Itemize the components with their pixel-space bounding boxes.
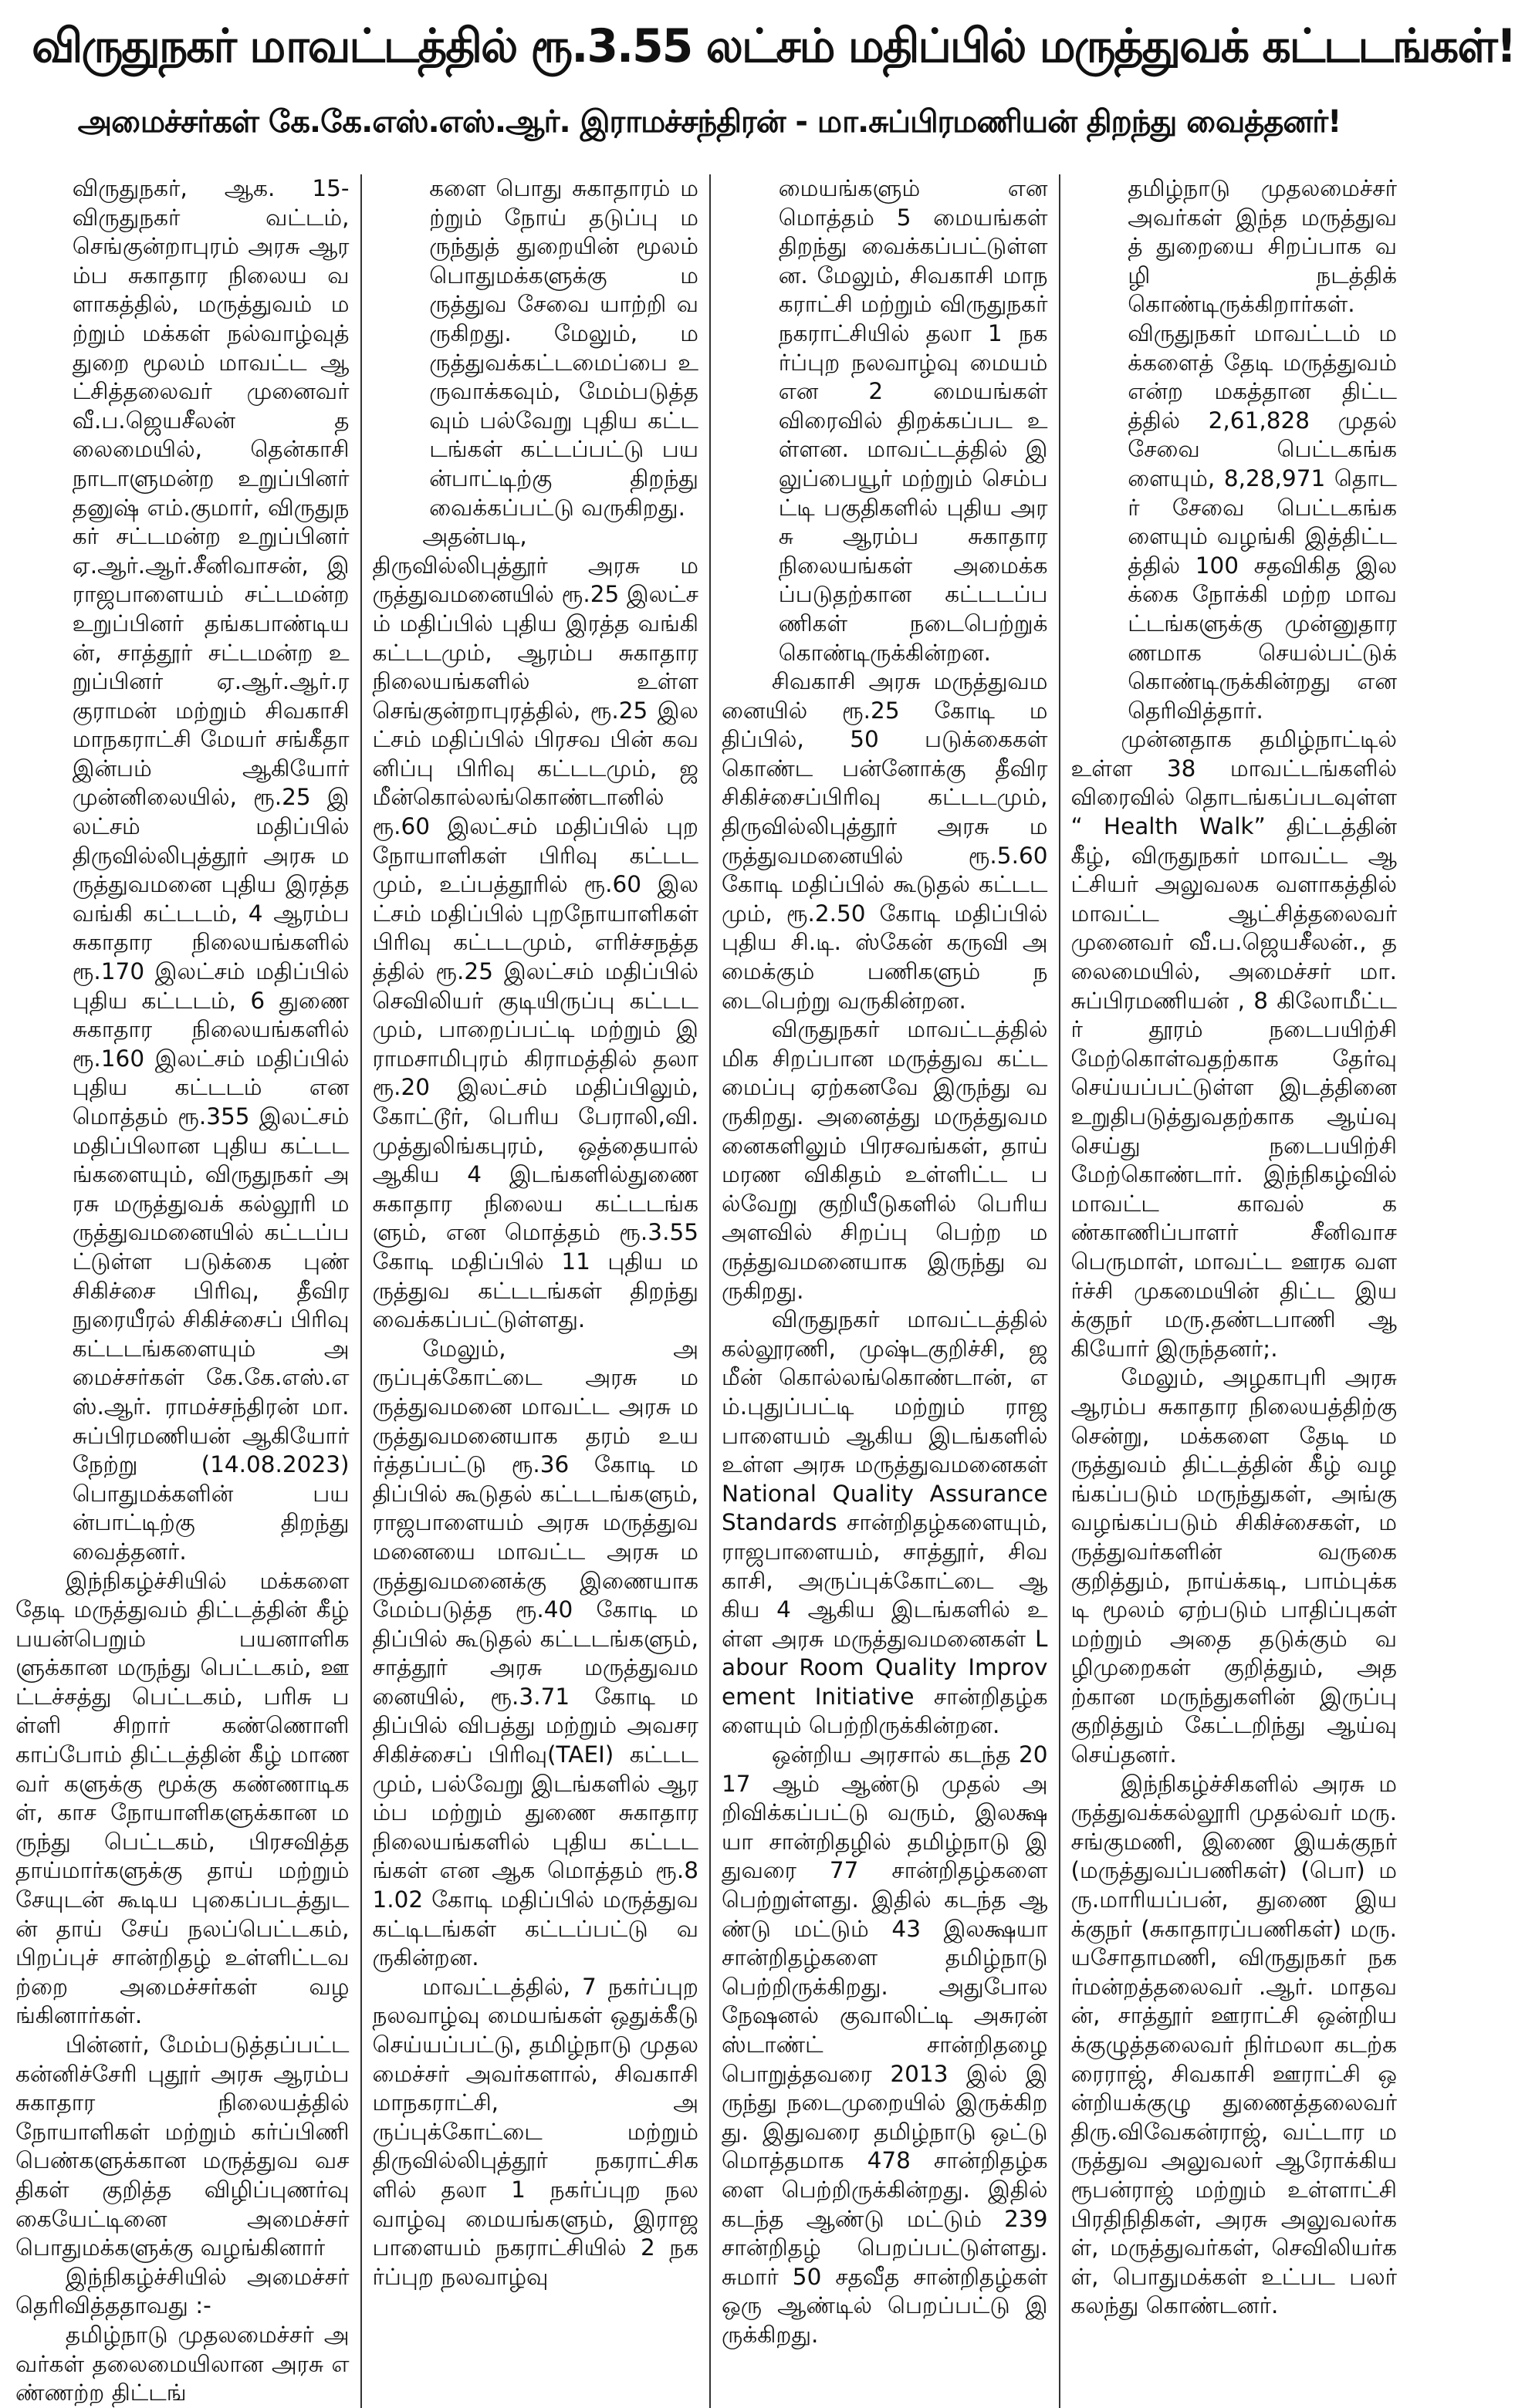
paragraph: இந்நிகழ்ச்சியில் அமைச்சர் தெரிவித்ததாவது :- (15, 2263, 350, 2319)
paragraph: இந்நிகழ்ச்சிகளில் அரசு மருத்துவக்கல்லூரி முதல்வர் மரு.சங்குமணி, இணை இயக்குநர் (மருத்துவப்பணிகள்) (பொ) மரு.மாரியப்பன், துணை இயக்குநர் (சுகாதாரப்பணிகள்) மரு. யசோதாமணி, விருதுநகர் நகர்மன்றத்தலைவர் .ஆர். மாதவன், சாத்தூர் ஊராட்சி ஒன்றியக்குழுத்தலைவர் நிர்மலா கடற்கரைராஜ், சிவகாசி ஊராட்சி ஒன்றியக்குழு துணைத்தலைவர் திரு.விவேகன்ராஜ், வட்டார மருத்துவ அலுவலர் ஆரோக்கிய ரூபன்ராஜ் மற்றும் உள்ளாட்சி பிரதிநிதிகள், அரசு அலுவலர்கள், மருத்துவர்கள், செவிலியர்கள், பொதுமக்கள் உட்பட பலர் கலந்து கொண்டனர். (1070, 1770, 1397, 2319)
paragraph: விருதுநகர் மாவட்டத்தில் மிக சிறப்பான மருத்துவ கட்டமைப்பு ஏற்கனவே இருந்து வருகிறது. அனைத்து மருத்துவமனைகளிலும் பிரசவங்கள், தாய் மரண விகிதம் உள்ளிட்ட பல்வேறு குறியீடுகளில் பெரிய அளவில் சிறப்பு பெற்ற மருத்துவமனையாக இருந்து வருகிறது. (722, 1016, 1048, 1304)
paragraph: முன்னதாக தமிழ்நாட்டில் உள்ள 38 மாவட்டங்களில் விரைவில் தொடங்கப்படவுள்ள “ Health Walk” திட்டத்தின் கீழ், விருதுநகர் மாவட்ட ஆட்சியர் அலுவலக வளாகத்தில் மாவட்ட ஆட்சித்தலைவர் முனைவர் வீ.ப.ஜெயசீலன்., தலைமையில், அமைச்சர் மா.சுப்பிரமணியன் , 8 கிலோமீட்டர் தூரம் நடைபயிற்சி மேற்கொள்வதற்காக தேர்வு செய்யப்பட்டுள்ள இடத்தினை உறுதிபடுத்துவதற்காக ஆய்வு செய்து நடைபயிற்சி மேற்கொண்டார். இந்நிகழ்வில் மாவட்ட காவல் கண்காணிப்பாளர் சீனிவாச பெருமாள், மாவட்ட ஊரக வளர்ச்சி முகமையின் திட்ட இயக்குநர் மரு.தண்டபாணி ஆகியோர் இருந்தனர்;. (1070, 726, 1397, 1362)
article-column-4 (1059, 174, 1408, 2408)
paragraph: அதன்படி, திருவில்லிபுத்தூர் அரசு மருத்துவமனையில் ரூ.25 இலட்சம் மதிப்பில் புதிய இரத்த வங்கி கட்டடமும், ஆரம்ப சுகாதார நிலையங்களில் உள்ள செங்குன்றாபுரத்தில், ரூ.25 இலட்சம் மதிப்பில் பிரசவ பின் கவனிப்பு பிரிவு கட்டடமும், ஜமீன்கொல்லங்கொண்டானில் ரூ.60 இலட்சம் மதிப்பில் புறநோயாளிகள் பிரிவு கட்டடமும், உப்பத்தூரில் ரூ.60 இலட்சம் மதிப்பில் புறநோயாளிகள் பிரிவு கட்டடமும், எரிச்சநத்தத்தில் ரூ.25 இலட்சம் மதிப்பில் செவிலியர் குடியிருப்பு கட்டடமும், பாறைப்பட்டி மற்றும் இராமசாமிபுரம் கிராமத்தில் தலா ரூ.20 இலட்சம் மதிப்பிலும், கோட்டூர், பெரிய பேராலி,வி.முத்துலிங்கபுரம், ஒத்தையால் ஆகிய 4 இடங்களில்துணை சுகாதார நிலைய கட்டடங்களும், என மொத்தம் ரூ.3.55 கோடி மதிப்பில் 11 புதிய மருத்துவ கட்டடங்கள் திறந்து வைக்கப்பட்டுள்ளது. (372, 523, 698, 1333)
paragraph: தமிழ்நாடு முதலமைச்சர் அவர்கள் தலைமையிலான அரசு எண்ணற்ற திட்டங் (15, 2321, 350, 2406)
paragraph: மாவட்டத்தில், 7 நகர்ப்புற நலவாழ்வு மையங்கள் ஒதுக்கீடு செய்யப்பட்டு, தமிழ்நாடு முதலமைச்சர் அவர்களால், சிவகாசி மாநகராட்சி, அருப்புக்கோட்டை மற்றும் திருவில்லிபுத்தூர் நகராட்சிகளில் தலா 1 நகர்ப்புற நலவாழ்வு மையங்களும், இராஜபாளையம் நகராட்சியில் 2 நகர்ப்புற நலவாழ்வு (372, 1973, 698, 2290)
paragraph: மையங்களும் என மொத்தம் 5 மையங்கள் திறந்து வைக்கப்பட்டுள்ளன. மேலும், சிவகாசி மாநகராட்சி மற்றும் விருதுநகர் நகராட்சியில் தலா 1 நகர்ப்புற நலவாழ்வு மையம் என 2 மையங்கள் விரைவில் திறக்கப்பட உள்ளன. மாவட்டத்தில் இலுப்பையூர் மற்றும் செம்பட்டி பகுதிகளில் புதிய அரசு ஆரம்ப சுகாதார நிலையங்கள் அமைக்கப்படுதற்கான கட்டடப்பணிகள் நடைபெற்றுக் கொண்டிருக்கின்றன. (778, 175, 1048, 666)
paragraph: விருதுநகர், ஆக. 15- விருதுநகர் வட்டம், செங்குன்றாபுரம் அரசு ஆரம்ப சுகாதார நிலைய வளாகத்தில், மருத்துவம் மற்றும் மக்கள் நல்வாழ்வுத் துறை மூலம் மாவட்ட ஆட்சித்தலைவர் முனைவர் வீ.ப.ஜெயசீலன் தலைமையில், தென்காசி நாடாளுமன்ற உறுப்பினர் தனுஷ் எம்.குமார், விருதுநகர் சட்டமன்ற உறுப்பினர் ஏ.ஆர்.ஆர்.சீனிவாசன், இராஜபாளையம் சட்டமன்ற உறுப்பினர் தங்கபாண்டியன், சாத்தூர் சட்டமன்ற உறுப்பினர் ஏ.ஆர்.ஆர்.ரகுராமன் மற்றும் சிவகாசி மாநகராட்சி மேயர் சங்கீதா இன்பம் ஆகியோர் முன்னிலையில், ரூ.25 இலட்சம் மதிப்பில் திருவில்லிபுத்தூர் அரசு மருத்துவமனை புதிய இரத்த வங்கி கட்டடம், 4 ஆரம்ப சுகாதார நிலையங்களில் ரூ.170 இலட்சம் மதிப்பில் புதிய கட்டடம், 6 துணை சுகாதார நிலையங்களில் ரூ.160 இலட்சம் மதிப்பில் புதிய கட்டடம் என மொத்தம் ரூ.355 இலட்சம் மதிப்பிலான புதிய கட்டடங்களையும், விருதுநகர் அரசு மருத்துவக் கல்லூரி மருத்துவமனையில் கட்டப்பட்டுள்ள படுக்கை புண் சிகிச்சை பிரிவு, தீவிர நுரையீரல் சிகிச்சைப் பிரிவு கட்டடங்களையும் அமைச்சர்கள் கே.கே.எஸ்.எஸ்.ஆர். ராமச்சந்திரன் மா.சுப்பிரமணியன் ஆகியோர் நேற்று (14.08.2023) பொதுமக்களின் பயன்பாட்டிற்கு திறந்து வைத்தனர். (72, 175, 350, 1565)
paragraph: ஒன்றிய அரசால் கடந்த 2017 ஆம் ஆண்டு முதல் அறிவிக்கப்பட்டு வரும், இலக்ஷயா சான்றிதழில் தமிழ்நாடு இதுவரை 77 சான்றிதழ்களை பெற்றுள்ளது. இதில் கடந்த ஆண்டு மட்டும் 43 இலக்ஷயா சான்றிதழ்களை தமிழ்நாடு பெற்றிருக்கிறது. அதுபோல நேஷனல் குவாலிட்டி அசுரன் ஸ்டாண்ட் சான்றிதழை பொறுத்தவரை 2013 இல் இருந்து நடைமுறையில் இருக்கிறது. இதுவரை தமிழ்நாடு ஒட்டு மொத்தமாக 478 சான்றிதழ்களை பெற்றிருக்கின்றது. இதில் கடந்த ஆண்டு மட்டும் 239 சான்றிதழ் பெறப்பட்டுள்ளது. சுமார் 50 சதவீத சான்றிதழ்கள் ஒரு ஆண்டில் பெறப்பட்டு இருக்கிறது. (722, 1741, 1048, 2348)
article-column-3 (709, 174, 1059, 2408)
paragraph: மேலும், அருப்புக்கோட்டை அரசு மருத்துவமனை மாவட்ட அரசு மருத்துவமனையாக தரம் உயர்த்தப்பட்டு ரூ.36 கோடி மதிப்பில் கூடுதல் கட்டடங்களும், ராஜபாளையம் அரசு மருத்துவமனையை மாவட்ட அரசு மருத்துவமனைக்கு இணையாக மேம்படுத்த ரூ.40 கோடி மதிப்பில் கூடுதல் கட்டடங்களும், சாத்தூர் அரசு மருத்துவமனையில், ரூ.3.71 கோடி மதிப்பில் விபத்து மற்றும் அவசர சிகிச்சைப் பிரிவு(TAEI) கட்டடமும், பல்வேறு இடங்களில் ஆரம்ப மற்றும் துணை சுகாதார நிலையங்களில் புதிய கட்டடங்கள் என ஆக மொத்தம் ரூ.81.02 கோடி மதிப்பில் மருத்துவ கட்டிடங்கள் கட்டப்பட்டு வருகின்றன. (372, 1335, 698, 1971)
headline: விருதுநகர் மாவட்டத்தில் ரூ.3.55 லட்சம் மதிப்பில் மருத்துவக் கட்டடங்கள்! (32, 19, 1515, 73)
article-column-2 (360, 174, 710, 2408)
paragraph: களை பொது சுகாதாரம் மற்றும் நோய் தடுப்பு மருந்துத் துறையின் மூலம் பொதுமக்களுக்கு மருத்துவ சேவை யாற்றி வருகிறது. மேலும், மருத்துவக்கட்டமைப்பை உருவாக்கவும், மேம்படுத்தவும் பல்வேறு புதிய கட்டடங்கள் கட்டப்பட்டு பயன்பாட்டிற்கு திறந்து வைக்கப்பட்டு வருகிறது. (429, 175, 698, 521)
paragraph: பின்னர், மேம்படுத்தப்பட்ட கன்னிச்சேரி புதூர் அரசு ஆரம்ப சுகாதார நிலையத்தில் நோயாளிகள் மற்றும் கர்ப்பிணி பெண்களுக்கான மருத்துவ வசதிகள் குறித்த விழிப்புணர்வு கையேட்டினை அமைச்சர் பொதுமக்களுக்கு வழங்கினார் (15, 2031, 350, 2261)
paragraph: தமிழ்நாடு முதலமைச்சர் அவர்கள் இந்த மருத்துவத் துறையை சிறப்பாக வழி நடத்திக் கொண்டிருக்கிறார்கள். விருதுநகர் மாவட்டம் மக்களைத் தேடி மருத்துவம் என்ற மகத்தான திட்டத்தில் 2,61,828 முதல் சேவை பெட்டகங்களையும், 8,28,971 தொடர் சேவை பெட்டகங்களையும் வழங்கி இத்திட்டத்தில் 100 சதவிகித இலக்கை நோக்கி மற்ற மாவட்டங்களுக்கு முன்னுதாரணமாக செயல்பட்டுக் கொண்டிருக்கின்றது என தெரிவித்தார். (1128, 175, 1397, 724)
article-body (11, 174, 1408, 2406)
paragraph: இந்நிகழ்ச்சியில் மக்களை தேடி மருத்துவம் திட்டத்தின் கீழ் பயன்பெறும் பயனாளிகளுக்கான மருந்து பெட்டகம், ஊட்டச்சத்து பெட்டகம், பரிசு பள்ளி சிறார் கண்ணொளி காப்போம் திட்டத்தின் கீழ் மாணவர் களுக்கு மூக்கு கண்ணாடிகள், காச நோயாளிகளுக்கான மருந்து பெட்டகம், பிரசவித்த தாய்மார்களுக்கு தாய் மற்றும் சேயுடன் கூடிய புகைப்படத்துடன் தாய் சேய் நலப்பெட்டகம், பிறப்புச் சான்றிதழ் உள்ளிட்டவற்றை அமைச்சர்கள் வழங்கினார்கள். (15, 1567, 350, 2029)
paragraph: விருதுநகர் மாவட்டத்தில் கல்லூரணி, முஷ்டகுறிச்சி, ஜமீன் கொல்லங்கொண்டான், எம்.புதுப்பட்டி மற்றும் ராஜபாளையம் ஆகிய இடங்களில் உள்ள அரசு மருத்துவமனைகள் National Quality Assurance Standards சான்றிதழ்களையும், ராஜபாளையம், சாத்தூர், சிவகாசி, அருப்புக்கோட்டை ஆகிய 4 ஆகிய இடங்களில் உள்ள அரசு மருத்துவமனைகள் Labour Room Quality Improvement Initiative சான்றிதழ்களையும் பெற்றிருக்கின்றன. (722, 1306, 1048, 1739)
subheadline: அமைச்சர்கள் கே.கே.எஸ்.எஸ்.ஆர். இராமச்சந்திரன் - மா.சுப்பிரமணியன் திறந்து வைத்தனர்! (77, 104, 1341, 140)
article-column-1 (11, 174, 360, 2408)
paragraph: சிவகாசி அரசு மருத்துவமனையில் ரூ.25 கோடி மதிப்பில், 50 படுக்கைகள் கொண்ட பன்னோக்கு தீவிர சிகிச்சைப்பிரிவு கட்டடமும், திருவில்லிபுத்தூர் அரசு மருத்துவமனையில் ரூ.5.60 கோடி மதிப்பில் கூடுதல் கட்டடமும், ரூ.2.50 கோடி மதிப்பில் புதிய சி.டி. ஸ்கேன் கருவி அமைக்கும் பணிகளும் நடைபெற்று வருகின்றன. (722, 668, 1048, 1014)
paragraph: மேலும், அழகாபுரி அரசு ஆரம்ப சுகாதார நிலையத்திற்கு சென்று, மக்களை தேடி மருத்துவம் திட்டத்தின் கீழ் வழங்கப்படும் மருந்துகள், அங்கு வழங்கப்படும் சிகிச்சைகள், மருத்துவர்களின் வருகை குறித்தும், நாய்க்கடி, பாம்புக்கடி மூலம் ஏற்படும் பாதிப்புகள் மற்றும் அதை தடுக்கும் வழிமுறைகள் குறித்தும், அதற்கான மருந்துகளின் இருப்பு குறித்தும் கேட்டறிந்து ஆய்வு செய்தனர். (1070, 1364, 1397, 1768)
